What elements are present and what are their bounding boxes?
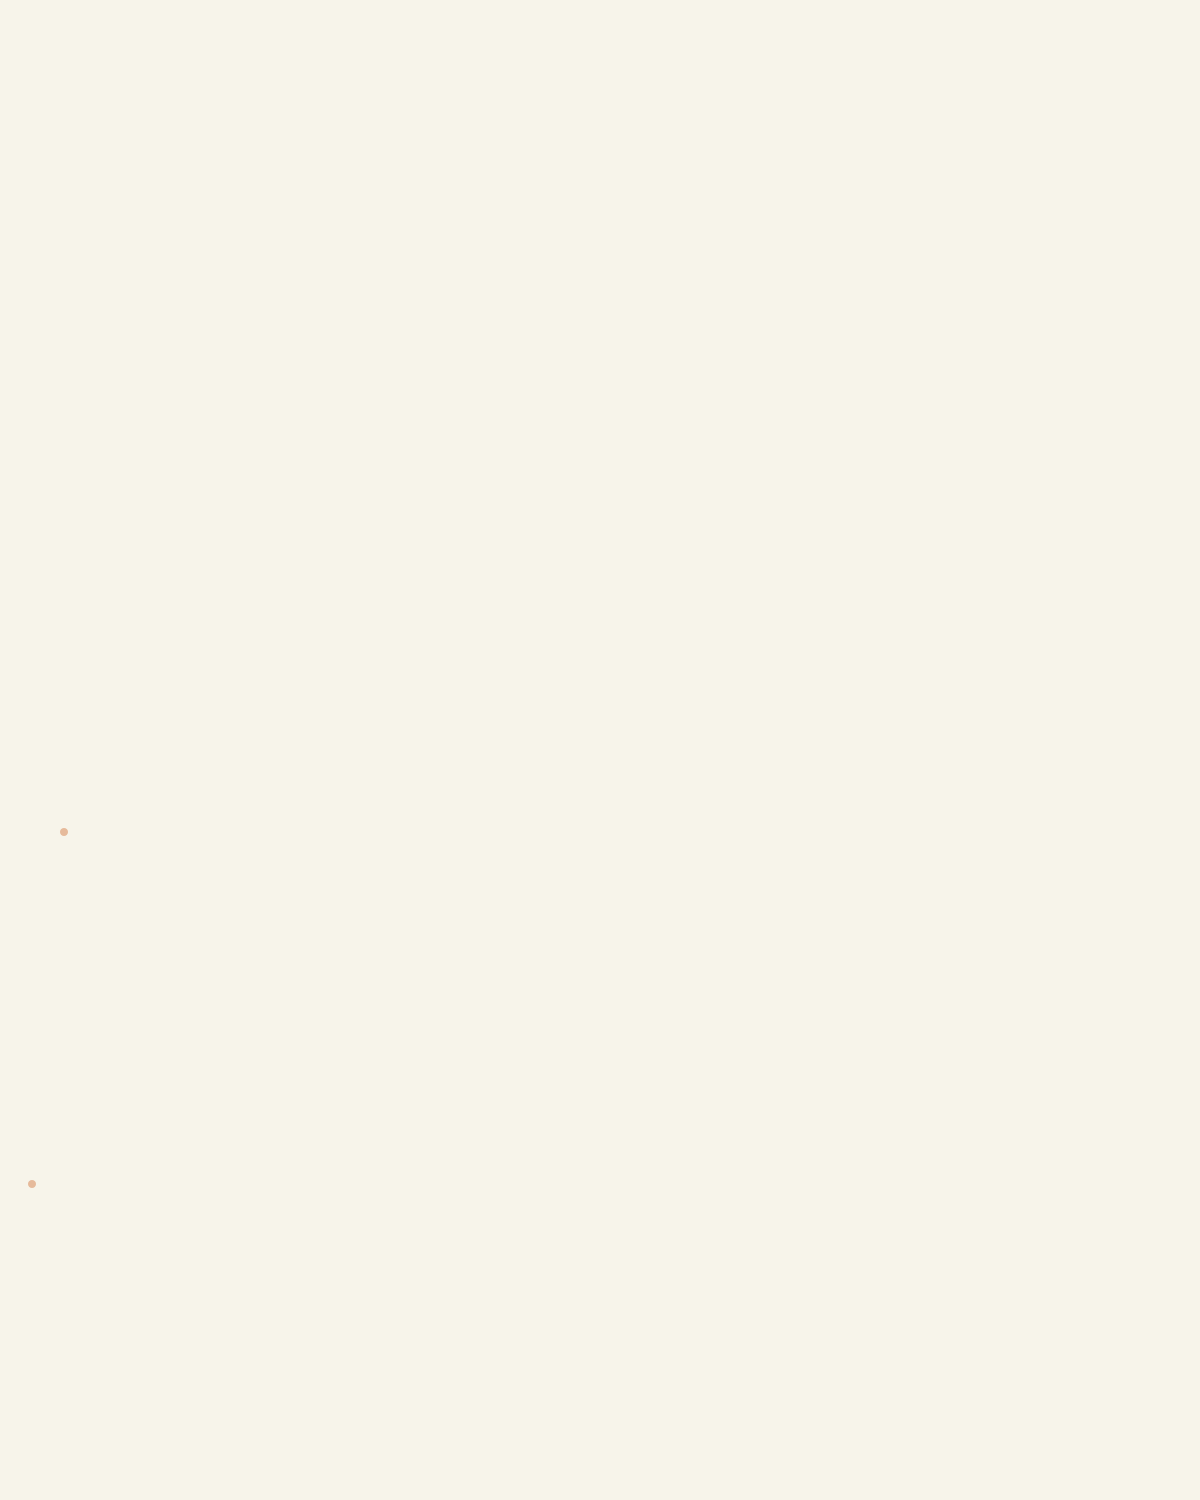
punch-mark <box>28 1180 36 1188</box>
punch-mark <box>60 828 68 836</box>
